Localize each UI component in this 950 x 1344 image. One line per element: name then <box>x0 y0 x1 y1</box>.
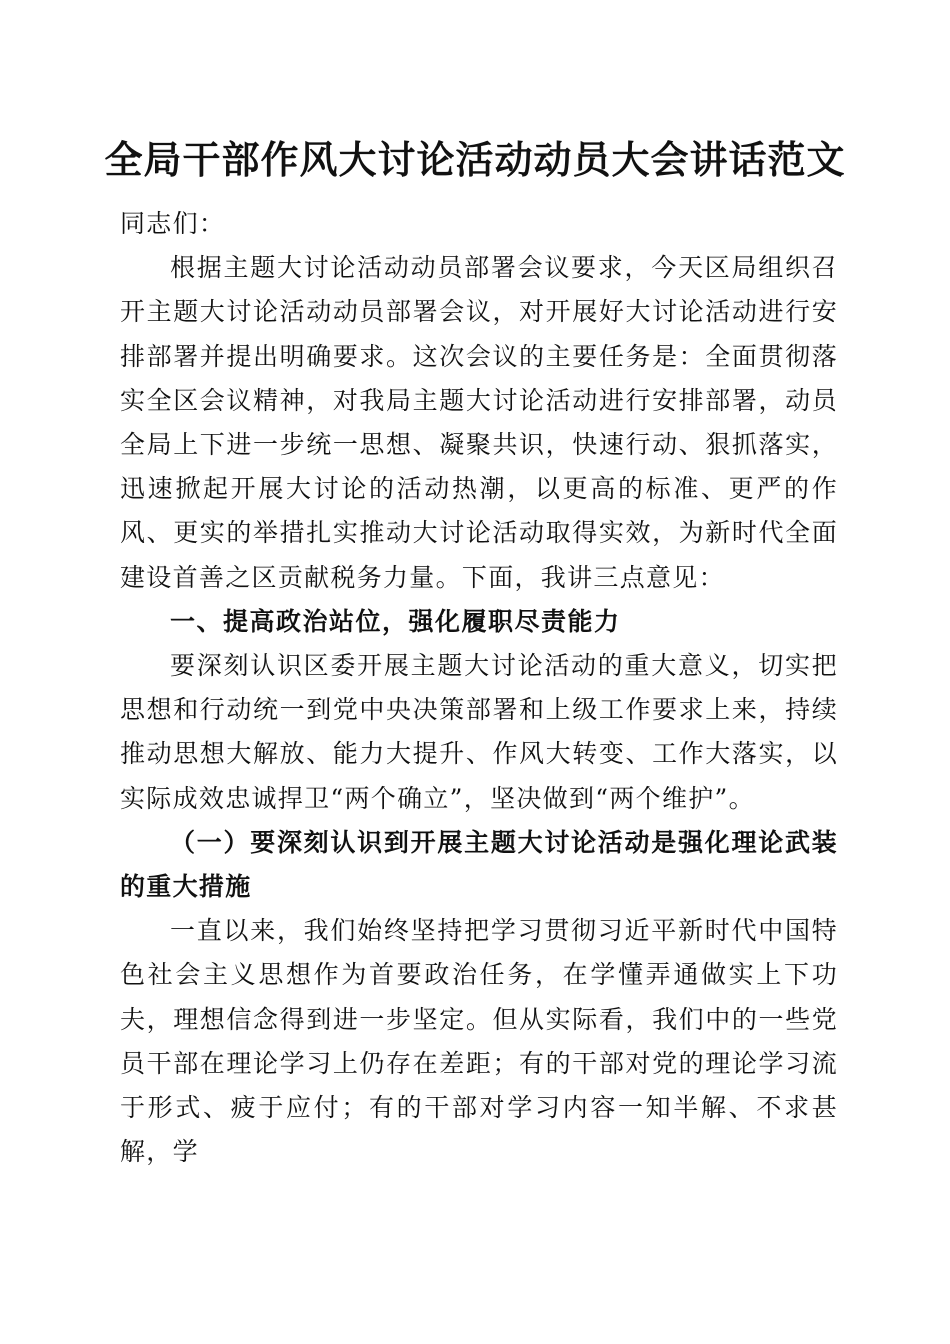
salutation: 同志们： <box>120 209 226 238</box>
subsection-heading-1-1: （一）要深刻认识到开展主题大讨论活动是强化理论武装的重大措施 <box>120 827 838 902</box>
paragraph-intro: 根据主题大讨论活动动员部署会议要求，今天区局组织召开主题大讨论活动动员部署会议，对开展好大讨论活动进行安排部署并提出明确要求。这次会议的主要任务是：全面贯彻落实全区会议精神，对我局主题大讨论活动进行安排部署，动员全局上下进一步统一思想、凝聚共识，快速行动、狠抓落实，迅速掀起开展大讨论的活动热潮，以更高的标准、更严的作风、更实的举措扎实推动大讨论活动取得实效，为新时代全面建设首善之区贡献税务力量。下面，我讲三点意见： <box>120 253 838 592</box>
paragraph-subsection-1-1: 一直以来，我们始终坚持把学习贯彻习近平新时代中国特色社会主义思想作为首要政治任务，在学懂弄通做实上下功夫，理想信念得到进一步坚定。但从实际看，我们中的一些党员干部在理论学习上仍存在差距；有的干部对党的理论学习流于形式、疲于应付；有的干部对学习内容一知半解、不求甚解，学 <box>120 916 838 1167</box>
paragraph-section-1: 要深刻认识区委开展主题大讨论活动的重大意义，切实把思想和行动统一到党中央决策部署和上级工作要求上来，持续推动思想大解放、能力大提升、作风大转变、工作大落实，以实际成效忠诚捍卫“两个确立”，坚决做到“两个维护”。 <box>120 651 838 813</box>
section-heading-1: 一、提高政治站位，强化履职尽责能力 <box>170 606 621 636</box>
document-title: 全局干部作风大讨论活动动员大会讲话范文 <box>104 137 846 182</box>
document-body <box>120 202 838 1174</box>
